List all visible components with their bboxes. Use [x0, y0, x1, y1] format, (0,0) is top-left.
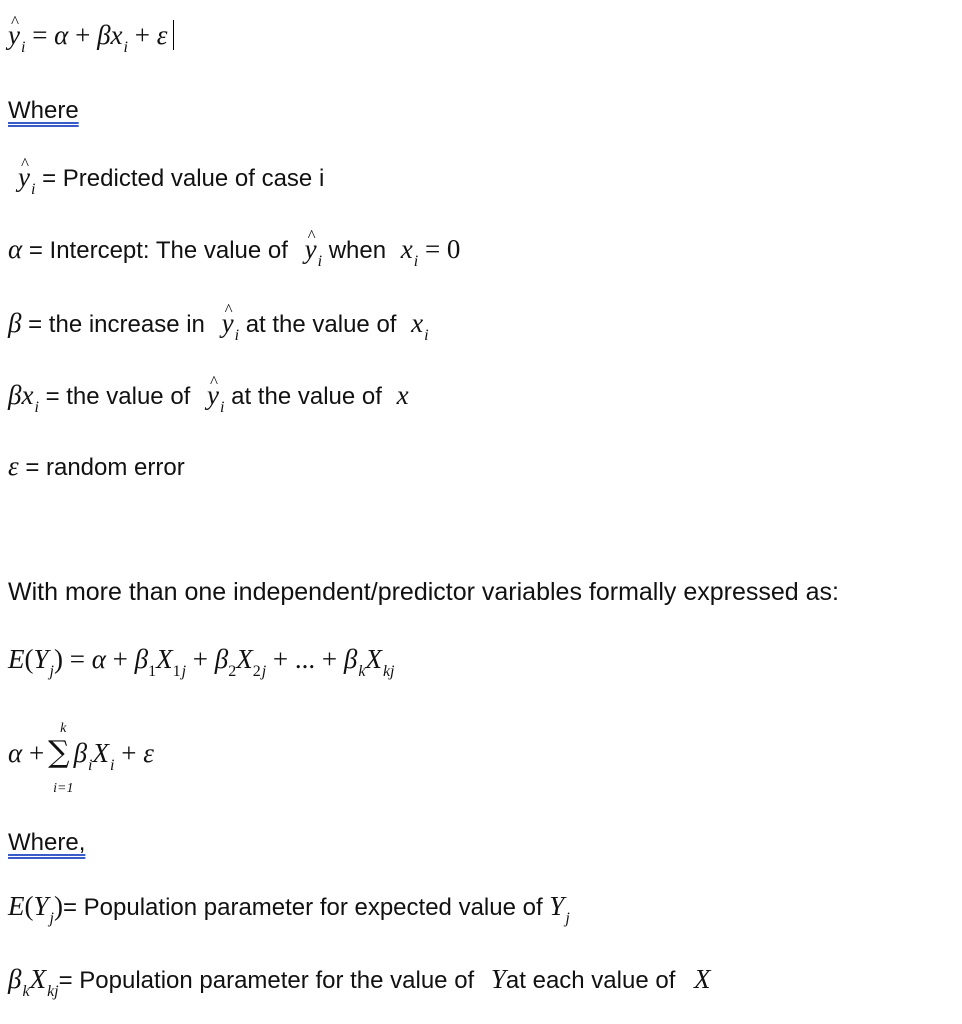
- summation-symbol: ∑ k i=1: [48, 721, 74, 796]
- definition-beta: β = the increase in ^ $y_i$ at the value of $x_i$: [8, 308, 429, 343]
- definition-alpha: α = Intercept: The value of ^ $y_i$ when $x_i = 0$: [8, 234, 460, 269]
- heading-where: Where: [8, 97, 79, 124]
- text-cursor: [173, 20, 174, 50]
- definition-epsilon: ε = random error: [8, 451, 185, 481]
- equation-simple-regression: ^ $y_i = \alpha + \beta x_i + \varepsilon$: [8, 20, 174, 55]
- equation-summation: α + ∑ k i=1 $\beta_iX_i + \varepsilon$: [8, 721, 154, 796]
- definition-beta-x: $\beta x_i$ = the value of ^ $y_i$ at the value of x: [8, 380, 409, 415]
- definition-beta-k-x: $\beta_kX_{kj}=$ Population parameter for the value of Yat each value of X: [8, 964, 711, 1000]
- definition-expected-y: $E(Y_j)=$ Population parameter for expected value of $Y_j$: [8, 891, 570, 927]
- definition-yhat-text: = Predicted value of case i: [42, 165, 325, 192]
- equation-multiple-regression: $E(Y_j) = \alpha + \beta_1X_{1j} + \beta_2X_{2j}$ + ... + $\beta_kX_{kj}$: [8, 644, 395, 680]
- intro-text: With more than one independent/predictor variables formally expressed as:: [8, 578, 839, 606]
- definition-yhat: ^ $y_i$ = Predicted value of case i: [8, 162, 324, 197]
- heading-where-2: Where,: [8, 829, 86, 856]
